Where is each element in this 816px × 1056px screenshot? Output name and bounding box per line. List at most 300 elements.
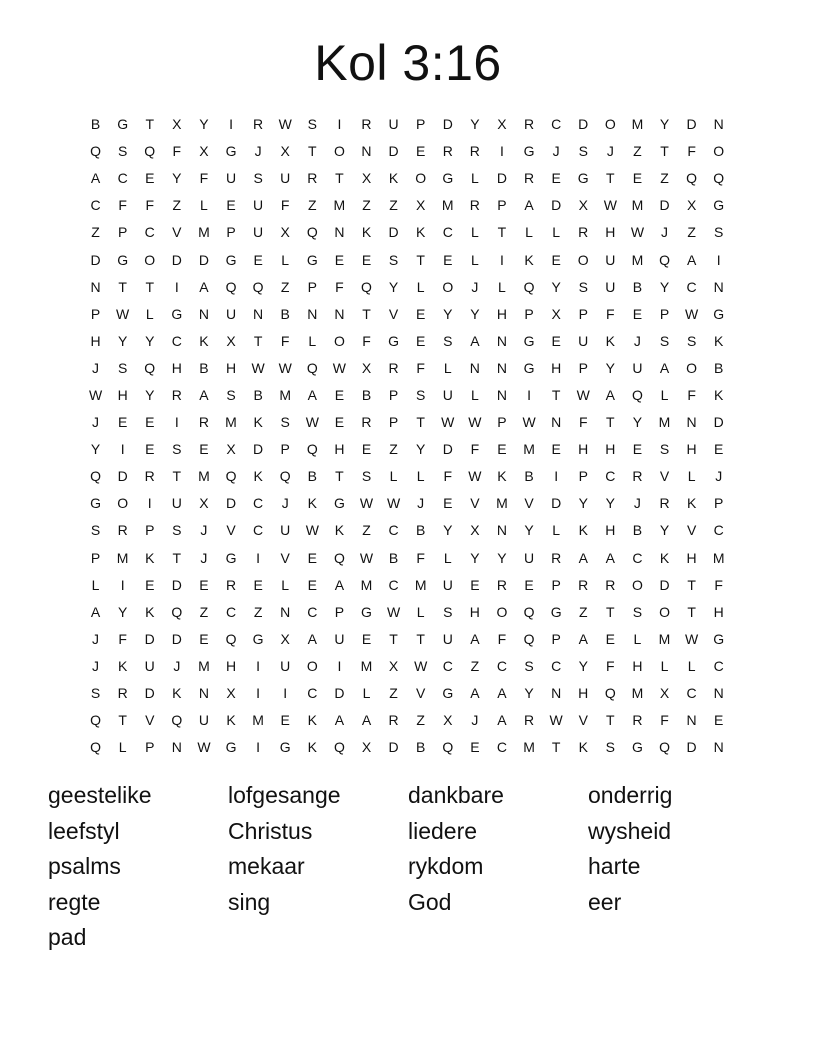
grid-letter: P (334, 603, 345, 620)
grid-letter: D (578, 116, 589, 133)
grid-letter: C (632, 549, 643, 566)
grid-letter: S (578, 278, 588, 295)
grid-letter: A (199, 386, 209, 403)
grid-letter: L (145, 305, 154, 322)
grid-letter: E (253, 576, 263, 593)
grid-letter: L (470, 170, 479, 187)
grid-letter: S (416, 386, 426, 403)
grid-letter: G (713, 305, 725, 322)
grid-letter: P (714, 495, 724, 512)
grid-letter: L (281, 576, 290, 593)
grid-letter: D (388, 143, 399, 160)
grid-letter: F (606, 657, 615, 674)
grid-letter: O (333, 332, 345, 349)
grid-letter: I (716, 251, 721, 268)
grid-letter: K (145, 603, 155, 620)
grid-letter: V (388, 305, 399, 322)
grid-letter: G (90, 495, 101, 512)
grid-letter: N (253, 305, 264, 322)
grid-letter: R (632, 468, 643, 485)
grid-letter: Y (524, 685, 534, 702)
grid-letter: L (443, 359, 452, 376)
word-list-item: geestelike (48, 782, 152, 808)
grid-letter: J (471, 278, 479, 295)
grid-row (82, 572, 734, 599)
grid-letter: L (470, 386, 479, 403)
grid-letter: H (225, 657, 237, 674)
grid-letter: H (578, 441, 589, 458)
grid-letter: E (253, 251, 263, 268)
grid-letter: Q (361, 278, 372, 295)
grid-letter: K (307, 495, 317, 512)
grid-letter: T (145, 278, 155, 295)
grid-letter: D (171, 630, 182, 647)
grid-letter: R (469, 197, 480, 214)
grid-letter: N (686, 414, 697, 431)
grid-letter: X (578, 197, 588, 214)
grid-letter: T (660, 143, 669, 160)
grid-letter: M (333, 197, 346, 214)
grid-letter: P (551, 630, 561, 647)
grid-letter: E (199, 441, 209, 458)
grid-row (82, 734, 734, 761)
grid-letter: A (497, 685, 507, 702)
grid-letter: B (199, 359, 209, 376)
grid-letter: R (253, 116, 264, 133)
grid-letter: G (252, 630, 264, 647)
grid-letter: I (337, 116, 342, 133)
grid-letter: K (361, 224, 372, 241)
grid-letter: J (92, 359, 100, 376)
grid-letter: P (388, 414, 399, 431)
grid-letter: D (90, 251, 101, 268)
grid-letter: P (226, 224, 236, 241)
grid-letter: X (361, 170, 372, 187)
grid-letter: B (388, 549, 399, 566)
grid-letter: T (606, 712, 615, 729)
grid-letter: X (280, 224, 290, 241)
grid-letter: Z (199, 603, 209, 620)
grid-letter: R (578, 224, 589, 241)
grid-row (82, 599, 734, 626)
grid-letter: Q (306, 359, 318, 376)
grid-letter: P (145, 522, 155, 539)
grid-letter: Y (497, 549, 507, 566)
grid-letter: R (523, 712, 535, 729)
grid-letter: T (416, 630, 425, 647)
grid-letter: L (660, 386, 669, 403)
grid-letter: L (443, 549, 452, 566)
grid-letter: U (253, 224, 264, 241)
page-title: Kol 3:16 (314, 35, 502, 91)
grid-letter: A (524, 197, 534, 214)
grid-letter: E (714, 712, 724, 729)
grid-row (82, 545, 734, 572)
grid-letter: C (496, 657, 508, 674)
grid-letter: H (117, 386, 128, 403)
grid-letter: J (173, 657, 181, 674)
grid-letter: I (256, 739, 261, 756)
grid-letter: E (334, 386, 345, 403)
grid-letter: G (442, 685, 454, 702)
grid-letter: A (659, 359, 670, 376)
grid-letter: Y (632, 414, 643, 431)
grid-letter: E (714, 441, 724, 458)
grid-letter: X (388, 657, 399, 674)
grid-letter: W (359, 495, 374, 512)
grid-letter: N (551, 685, 562, 702)
grid-letter: H (225, 359, 237, 376)
grid-letter: P (524, 305, 534, 322)
grid-letter: E (524, 576, 534, 593)
word-list-item: dankbare (408, 782, 504, 808)
grid-letter: R (659, 495, 670, 512)
grid-letter: T (335, 170, 344, 187)
grid-letter: P (90, 305, 101, 322)
grid-letter: P (117, 224, 128, 241)
grid-letter: Q (90, 712, 101, 729)
grid-letter: Y (199, 116, 209, 133)
grid-letter: N (307, 305, 318, 322)
grid-letter: H (605, 522, 616, 539)
grid-letter: D (144, 630, 155, 647)
grid-letter: T (606, 414, 615, 431)
grid-letter: N (551, 414, 562, 431)
grid-letter: Y (605, 359, 615, 376)
grid-row (82, 246, 734, 273)
grid-letter: K (714, 386, 724, 403)
grid-letter: W (685, 630, 699, 647)
grid-row (82, 517, 734, 544)
grid-letter: Y (659, 278, 670, 295)
grid-letter: E (551, 441, 561, 458)
grid-letter: M (631, 197, 644, 214)
grid-letter: N (496, 522, 508, 539)
grid-letter: R (605, 576, 616, 593)
grid-letter: G (713, 197, 725, 214)
grid-letter: E (307, 549, 317, 566)
grid-letter: L (687, 468, 696, 485)
grid-letter: S (172, 522, 182, 539)
grid-letter: Y (578, 657, 588, 674)
grid-letter: S (659, 441, 670, 458)
grid-letter: H (686, 549, 697, 566)
grid-letter: T (172, 549, 182, 566)
grid-letter: R (117, 522, 128, 539)
grid-letter: H (632, 657, 643, 674)
grid-letter: K (578, 739, 588, 756)
grid-row (82, 463, 734, 490)
grid-letter: O (713, 143, 725, 160)
grid-letter: U (605, 251, 616, 268)
grid-letter: Q (144, 359, 156, 376)
grid-letter: R (442, 143, 453, 160)
grid-row (82, 653, 734, 680)
grid-letter: D (117, 468, 128, 485)
grid-letter: C (551, 116, 562, 133)
grid-letter: W (359, 549, 374, 566)
grid-letter: Q (252, 278, 264, 295)
grid-letter: C (388, 576, 399, 593)
grid-letter: S (524, 657, 534, 674)
grid-letter: F (606, 305, 615, 322)
grid-letter: F (714, 576, 723, 593)
grid-letter: N (171, 739, 182, 756)
grid-letter: Y (145, 386, 155, 403)
grid-letter: I (229, 116, 233, 133)
grid-letter: L (470, 251, 479, 268)
grid-letter: G (225, 143, 237, 160)
grid-letter: Q (523, 603, 535, 620)
grid-letter: Y (443, 305, 453, 322)
grid-letter: Q (279, 468, 291, 485)
grid-letter: Z (389, 441, 398, 458)
grid-letter: O (604, 116, 616, 133)
grid-letter: X (686, 197, 697, 214)
grid-letter: S (388, 251, 399, 268)
grid-letter: N (280, 603, 291, 620)
grid-letter: P (497, 414, 507, 431)
grid-letter: R (388, 712, 399, 729)
grid-letter: G (442, 170, 454, 187)
grid-letter: S (714, 224, 724, 241)
grid-letter: Y (578, 495, 588, 512)
grid-letter: T (606, 603, 615, 620)
grid-letter: Y (524, 522, 534, 539)
grid-row (82, 274, 734, 301)
grid-letter: Y (470, 549, 480, 566)
grid-letter: M (631, 685, 644, 702)
grid-letter: K (117, 657, 128, 674)
grid-letter: K (416, 224, 426, 241)
grid-letter: V (659, 468, 670, 485)
grid-letter: P (497, 197, 507, 214)
grid-letter: N (334, 224, 345, 241)
grid-letter: D (686, 739, 697, 756)
grid-letter: K (307, 712, 317, 729)
grid-letter: Q (171, 603, 183, 620)
grid-letter: T (172, 468, 182, 485)
grid-letter: Q (713, 170, 725, 187)
grid-letter: J (633, 495, 641, 512)
grid-letter: W (441, 414, 455, 431)
grid-letter: R (388, 359, 399, 376)
grid-letter: N (496, 386, 508, 403)
grid-letter: F (416, 549, 425, 566)
grid-letter: I (120, 576, 125, 593)
grid-letter: G (225, 549, 237, 566)
grid-letter: H (578, 685, 589, 702)
grid-letter: Z (470, 657, 480, 674)
grid-letter: J (606, 143, 614, 160)
grid-letter: G (577, 170, 589, 187)
grid-letter: B (416, 522, 426, 539)
grid-letter: E (226, 197, 236, 214)
grid-letter: T (551, 386, 561, 403)
grid-letter: Z (91, 224, 100, 241)
grid-letter: V (416, 685, 426, 702)
grid-letter: G (523, 332, 535, 349)
grid-letter: C (686, 685, 697, 702)
grid-letter: S (90, 685, 101, 702)
grid-letter: L (416, 603, 425, 620)
grid-letter: S (578, 143, 588, 160)
grid-letter: U (523, 549, 535, 566)
grid-letter: P (416, 116, 426, 133)
grid-letter: W (116, 305, 130, 322)
grid-letter: S (443, 603, 453, 620)
grid-letter: F (660, 712, 669, 729)
grid-letter: E (145, 170, 155, 187)
grid-letter: P (578, 468, 588, 485)
grid-letter: E (145, 576, 155, 593)
grid-letter: E (470, 576, 480, 593)
grid-letter: M (279, 386, 292, 403)
grid-letter: G (117, 251, 129, 268)
grid-letter: T (687, 603, 696, 620)
grid-letter: E (199, 576, 209, 593)
grid-letter: T (416, 251, 425, 268)
grid-letter: L (470, 224, 479, 241)
grid-letter: X (416, 197, 426, 214)
grid-letter: U (334, 630, 345, 647)
grid-letter: Q (604, 685, 616, 702)
grid-letter: Q (90, 739, 101, 756)
grid-letter: Q (333, 739, 345, 756)
grid-letter: H (496, 305, 508, 322)
grid-letter: X (361, 739, 372, 756)
grid-letter: Z (253, 603, 263, 620)
grid-letter: A (307, 630, 317, 647)
grid-letter: Z (660, 170, 669, 187)
grid-letter: J (471, 712, 479, 729)
grid-letter: N (713, 685, 724, 702)
grid-letter: U (225, 170, 237, 187)
grid-letter: X (551, 305, 561, 322)
grid-letter: R (523, 170, 535, 187)
grid-letter: R (361, 116, 372, 133)
grid-letter: B (307, 468, 317, 485)
grid-letter: C (253, 522, 264, 539)
word-list (48, 778, 768, 956)
grid-letter: S (605, 739, 615, 756)
grid-letter: W (414, 657, 428, 674)
grid-letter: F (362, 332, 371, 349)
grid-letter: X (470, 522, 480, 539)
grid-letter: J (715, 468, 723, 485)
grid-row (82, 626, 734, 653)
grid-letter: M (198, 657, 210, 674)
grid-letter: H (605, 441, 616, 458)
grid-letter: F (145, 197, 155, 214)
grid-letter: F (335, 278, 344, 295)
grid-letter: J (200, 549, 208, 566)
grid-letter: A (605, 386, 615, 403)
word-list-item: sing (228, 888, 271, 915)
grid-letter: T (497, 224, 507, 241)
grid-letter: Z (416, 712, 425, 729)
grid-letter: Q (523, 278, 535, 295)
grid-letter: Z (687, 224, 696, 241)
word-list-item: harte (588, 853, 641, 879)
grid-letter: Q (442, 739, 454, 756)
grid-letter: J (92, 414, 100, 431)
grid-letter: E (497, 441, 507, 458)
grid-letter: Y (117, 332, 128, 349)
grid-letter: K (307, 739, 317, 756)
grid-letter: E (145, 414, 155, 431)
grid-letter: N (469, 359, 480, 376)
grid-letter: G (171, 305, 183, 322)
grid-letter: I (256, 685, 261, 702)
grid-letter: G (333, 495, 345, 512)
grid-letter: A (497, 712, 507, 729)
word-list-item: lofgesange (228, 782, 341, 808)
grid-letter: D (442, 116, 453, 133)
grid-letter: I (147, 495, 152, 512)
grid-letter: C (171, 332, 182, 349)
grid-letter: Y (659, 116, 670, 133)
grid-letter: A (334, 576, 345, 593)
grid-letter: O (577, 251, 589, 268)
grid-letter: E (551, 251, 561, 268)
grid-letter: U (632, 359, 643, 376)
grid-letter: R (144, 468, 155, 485)
grid-letter: A (470, 685, 480, 702)
grid-row (82, 436, 734, 463)
grid-letter: D (144, 685, 155, 702)
grid-letter: W (468, 468, 482, 485)
grid-letter: L (91, 576, 100, 593)
grid-row (82, 165, 734, 192)
grid-letter: F (416, 359, 425, 376)
grid-letter: D (713, 414, 724, 431)
grid-letter: N (90, 278, 101, 295)
grid-letter: M (631, 116, 644, 133)
grid-letter: I (120, 441, 125, 458)
grid-letter: H (469, 603, 480, 620)
grid-letter: W (685, 305, 699, 322)
grid-letter: N (198, 685, 209, 702)
grid-letter: L (633, 630, 642, 647)
grid-letter: N (496, 359, 508, 376)
grid-letter: B (632, 522, 643, 539)
grid-letter: H (551, 359, 562, 376)
grid-letter: G (117, 116, 129, 133)
grid-letter: T (253, 332, 263, 349)
grid-letter: C (686, 278, 697, 295)
grid-letter: U (442, 386, 453, 403)
grid-letter: V (524, 495, 534, 512)
grid-letter: D (388, 739, 399, 756)
grid-letter: W (576, 386, 590, 403)
grid-letter: F (497, 630, 507, 647)
grid-letter: R (171, 386, 182, 403)
grid-letter: Y (443, 522, 453, 539)
grid-letter: W (522, 414, 536, 431)
grid-letter: J (417, 495, 425, 512)
grid-letter: Q (90, 468, 101, 485)
grid-letter: O (144, 251, 156, 268)
grid-letter: H (334, 441, 345, 458)
grid-letter: F (280, 332, 290, 349)
grid-letter: W (630, 224, 645, 241)
grid-letter: P (659, 305, 670, 322)
grid-letter: R (523, 116, 535, 133)
grid-letter: D (551, 495, 562, 512)
grid-letter: X (497, 116, 507, 133)
grid-letter: L (389, 468, 398, 485)
